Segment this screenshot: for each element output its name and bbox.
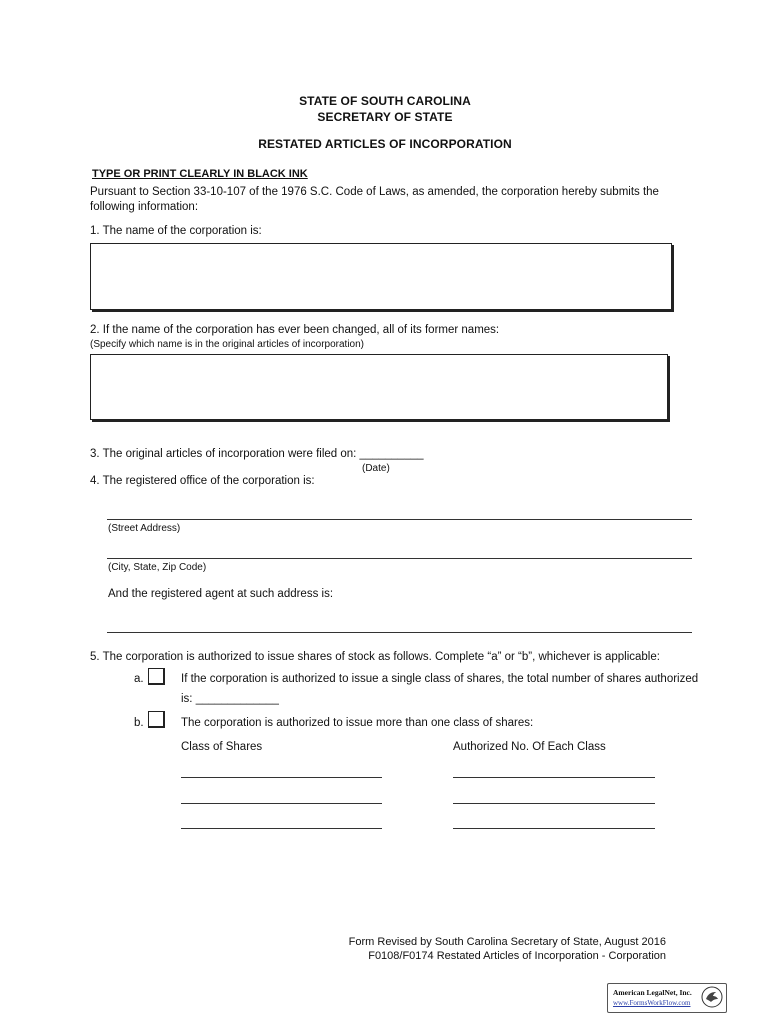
intro-line-2: following information: xyxy=(90,201,199,213)
date-caption: (Date) xyxy=(362,463,390,474)
option-b-checkbox[interactable] xyxy=(148,711,165,728)
footer-form-id: F0108/F0174 Restated Articles of Incorporation - Corporation xyxy=(368,950,666,962)
office-heading: SECRETARY OF STATE xyxy=(317,110,453,124)
registered-agent-line[interactable] xyxy=(107,632,692,633)
option-a-checkbox[interactable] xyxy=(148,668,165,685)
class-of-shares-line-3[interactable] xyxy=(181,828,382,829)
item-2-label: 2. If the name of the corporation has ever been changed, all of its former names: xyxy=(90,324,500,336)
corporation-name-field[interactable] xyxy=(90,243,672,310)
authorized-number-line-3[interactable] xyxy=(453,828,655,829)
footer-revision: Form Revised by South Carolina Secretary of State, August 2016 xyxy=(348,936,666,948)
street-address-caption: (Street Address) xyxy=(108,523,181,534)
option-b-text: The corporation is authorized to issue more than one class of shares: xyxy=(181,717,534,729)
option-a-line-2: is: _____________ xyxy=(181,693,279,705)
publisher-name: American LegalNet, Inc. xyxy=(613,988,692,997)
form-title: RESTATED ARTICLES OF INCORPORATION xyxy=(258,137,512,151)
eagle-logo-icon xyxy=(701,986,723,1008)
publisher-link[interactable]: www.FormsWorkFlow.com xyxy=(613,999,691,1007)
authorized-number-header: Authorized No. Of Each Class xyxy=(453,741,606,753)
street-address-line[interactable] xyxy=(107,519,692,520)
former-names-field[interactable] xyxy=(90,354,668,420)
class-of-shares-header: Class of Shares xyxy=(181,741,263,753)
item-2-note: (Specify which name is in the original articles of incorporation) xyxy=(90,339,365,350)
registered-agent-label: And the registered agent at such address is: xyxy=(108,588,334,600)
option-a-marker: a. xyxy=(134,673,144,685)
instruction-text: TYPE OR PRINT CLEARLY IN BLACK INK xyxy=(92,168,308,180)
option-a-line-1: If the corporation is authorized to issue a single class of shares, the total number of shares authorized xyxy=(181,673,699,685)
authorized-number-line-2[interactable] xyxy=(453,803,655,804)
city-state-zip-caption: (City, State, Zip Code) xyxy=(108,562,207,573)
item-5-label: 5. The corporation is authorized to issue shares of stock as follows. Complete “a” or “b”, whichever is applicable: xyxy=(90,651,660,663)
option-b-marker: b. xyxy=(134,717,144,729)
item-4-label: 4. The registered office of the corporation is: xyxy=(90,475,315,487)
authorized-number-line-1[interactable] xyxy=(453,777,655,778)
state-heading: STATE OF SOUTH CAROLINA xyxy=(299,94,471,108)
class-of-shares-line-2[interactable] xyxy=(181,803,382,804)
class-of-shares-line-1[interactable] xyxy=(181,777,382,778)
item-1-label: 1. The name of the corporation is: xyxy=(90,225,262,237)
item-3-label: 3. The original articles of incorporation were filed on: __________ xyxy=(90,448,424,460)
city-state-zip-line[interactable] xyxy=(107,558,692,559)
publisher-badge[interactable] xyxy=(607,983,727,1013)
intro-line-1: Pursuant to Section 33-10-107 of the 1976 S.C. Code of Laws, as amended, the corporation hereby submits the xyxy=(90,186,659,198)
